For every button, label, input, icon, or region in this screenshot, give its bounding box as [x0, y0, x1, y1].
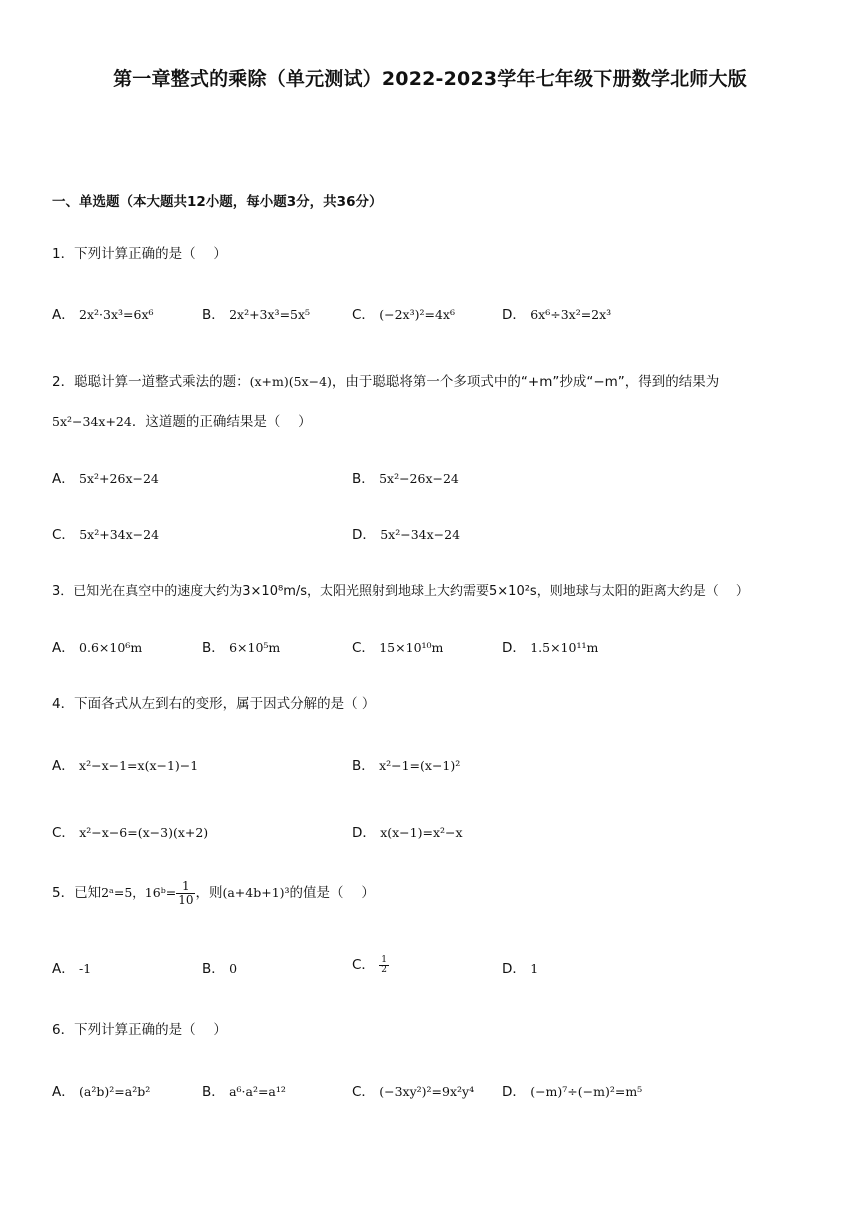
- q4-option-d[interactable]: D． x(x−1)=x²−x: [352, 825, 463, 841]
- q2-option-c[interactable]: C． 5x²+34x−24: [52, 527, 160, 543]
- q1-option-d[interactable]: D． 6x⁶÷3x²=2x³: [502, 307, 612, 323]
- question-6-options: [52, 1080, 832, 1110]
- section-heading: 一、单选题（本大题共12小题，每小题3分，共36分）: [52, 194, 383, 210]
- q3-option-d[interactable]: D． 1.5×10¹¹m: [502, 640, 599, 656]
- q1-option-b-expr: 2x²+3x³=5x⁵: [229, 307, 311, 322]
- q5-option-d[interactable]: D． 1: [502, 961, 539, 977]
- question-3-options: [52, 636, 832, 666]
- q2-expr-wrong-result: 5x²−34x+24: [52, 414, 132, 429]
- question-6-stem: 6．下列计算正确的是（ ）: [52, 1022, 227, 1038]
- q5-option-a[interactable]: A． -1: [52, 961, 92, 977]
- q3-option-b[interactable]: B． 6×10⁵m: [202, 640, 281, 656]
- q6-option-d[interactable]: D． (−m)⁷÷(−m)²=m⁵: [502, 1084, 643, 1100]
- q3-option-a[interactable]: A． 0.6×10⁶m: [52, 640, 143, 656]
- q1-option-c-expr: (−2x³)²=4x⁶: [379, 307, 455, 322]
- question-5-stem: 5．已知2ᵃ=5，16ᵇ= $\frac{1}{10}$ ，则(a+4b+1)³的值是（ ）: [52, 879, 375, 907]
- question-4-options-row2: [52, 821, 832, 851]
- question-2-options-row1: [52, 467, 832, 497]
- q2-option-a[interactable]: A． 5x²+26x−24: [52, 471, 159, 487]
- q5-option-c[interactable]: C． $\frac{1}{2}$: [352, 954, 387, 975]
- question-4-options-row1: [52, 754, 832, 784]
- question-1-stem: 1．下列计算正确的是（ ）: [52, 246, 227, 262]
- q3-option-c[interactable]: C． 15×10¹⁰m: [352, 640, 444, 656]
- q1-option-c[interactable]: C． (−2x³)²=4x⁶: [352, 307, 455, 323]
- question-1-options: [52, 303, 832, 333]
- question-2-stem-line1: 2．聪聪计算一道整式乘法的题：(x+m)(5x−4)，由于聪聪将第一个多项式中的“+m”抄成“−m”，得到的结果为: [52, 374, 720, 390]
- q6-option-b[interactable]: B． a⁶·a²=a¹²: [202, 1084, 286, 1100]
- question-3-stem: 3．已知光在真空中的速度大约为3×10⁸m/s，太阳光照射到地球上大约需要5×10²s，则地球与太阳的距离大约是（ ）: [52, 584, 749, 599]
- q5-option-b[interactable]: B． 0: [202, 961, 238, 977]
- question-4-stem: 4．下面各式从左到右的变形，属于因式分解的是（ ）: [52, 696, 376, 712]
- question-5-options: [52, 954, 832, 987]
- q1-option-b[interactable]: B． 2x²+3x³=5x⁵: [202, 307, 311, 323]
- q6-option-a[interactable]: A． (a²b)²=a²b²: [52, 1084, 151, 1100]
- question-2-options-row2: [52, 523, 832, 553]
- q4-option-b[interactable]: B． x²−1=(x−1)²: [352, 758, 461, 774]
- q5-fraction-one-tenth: $\frac{1}{10}$: [178, 879, 194, 907]
- q4-option-a[interactable]: A． x²−x−1=x(x−1)−1: [52, 758, 199, 774]
- q2-expr-product: (x+m)(5x−4): [249, 374, 332, 389]
- q2-option-d[interactable]: D． 5x²−34x−24: [352, 527, 461, 543]
- q5-target-expr: (a+4b+1)³: [222, 885, 290, 901]
- q2-option-b[interactable]: B． 5x²−26x−24: [352, 471, 459, 487]
- q6-option-c[interactable]: C． (−3xy²)²=9x²y⁴: [352, 1084, 475, 1100]
- q5-given-expr: 2ᵃ=5，16ᵇ=: [101, 885, 177, 901]
- q1-option-a-expr: 2x²·3x³=6x⁶: [79, 307, 154, 322]
- q1-option-a[interactable]: A． 2x²·3x³=6x⁶: [52, 307, 154, 323]
- q5-option-c-fraction: $\frac{1}{2}$: [381, 954, 387, 975]
- question-2-stem-line2: 5x²−34x+24．这道题的正确结果是（ ）: [52, 414, 312, 430]
- q1-option-d-expr: 6x⁶÷3x²=2x³: [530, 307, 612, 322]
- page-title: 第一章整式的乘除（单元测试）2022-2023学年七年级下册数学北师大版: [113, 68, 747, 90]
- q4-option-c[interactable]: C． x²−x−6=(x−3)(x+2): [52, 825, 209, 841]
